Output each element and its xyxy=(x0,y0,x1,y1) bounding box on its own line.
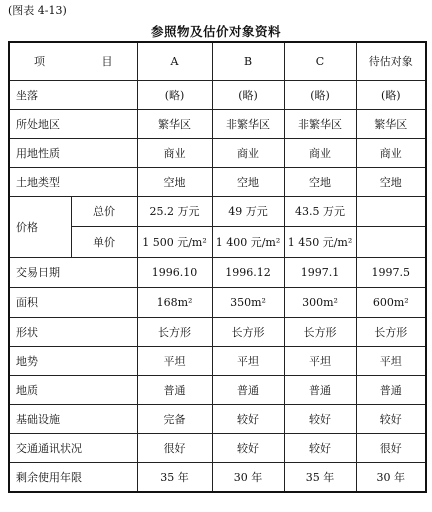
row-label: 土地类型 xyxy=(9,167,137,196)
cell: 繁华区 xyxy=(137,109,212,138)
cell: 长方形 xyxy=(284,317,356,346)
row-label: 交易日期 xyxy=(9,257,137,287)
price-total-label: 总价 xyxy=(71,196,137,226)
cell: 非繁华区 xyxy=(212,109,284,138)
cell: 空地 xyxy=(284,167,356,196)
table-row xyxy=(9,404,426,433)
cell: 30 年 xyxy=(212,462,284,492)
cell: 平坦 xyxy=(284,346,356,375)
cell: 49 万元 xyxy=(212,196,284,226)
cell: 普通 xyxy=(212,375,284,404)
cell: 较好 xyxy=(212,433,284,462)
row-label: 基础设施 xyxy=(9,404,137,433)
cell: 1 450 元/m² xyxy=(284,226,356,257)
table-row xyxy=(9,257,426,287)
cell: 商业 xyxy=(212,138,284,167)
cell: 商业 xyxy=(356,138,426,167)
header-row xyxy=(9,42,426,80)
cell: 较好 xyxy=(212,404,284,433)
cell: 平坦 xyxy=(137,346,212,375)
cell: 300m² xyxy=(284,287,356,317)
table-row xyxy=(9,462,426,492)
cell xyxy=(356,196,426,226)
price-label: 价格 xyxy=(9,196,71,257)
cell: 长方形 xyxy=(212,317,284,346)
price-total-row xyxy=(9,196,426,226)
cell: 长方形 xyxy=(356,317,426,346)
header-item-cell xyxy=(9,42,137,80)
cell: 1997.1 xyxy=(284,257,356,287)
table-row xyxy=(9,80,426,109)
header-item-left: 项 xyxy=(34,55,45,69)
cell: 商业 xyxy=(137,138,212,167)
cell: 完备 xyxy=(137,404,212,433)
table-row xyxy=(9,109,426,138)
cell: 非繁华区 xyxy=(284,109,356,138)
cell: 空地 xyxy=(212,167,284,196)
cell: 空地 xyxy=(137,167,212,196)
cell: 1997.5 xyxy=(356,257,426,287)
table-row xyxy=(9,287,426,317)
cell: 600m² xyxy=(356,287,426,317)
row-label: 剩余使用年限 xyxy=(9,462,137,492)
cell: 35 年 xyxy=(137,462,212,492)
cell: 平坦 xyxy=(212,346,284,375)
table-row xyxy=(9,433,426,462)
row-label: 面积 xyxy=(9,287,137,317)
row-label: 地势 xyxy=(9,346,137,375)
table-row xyxy=(9,167,426,196)
header-col-c: C xyxy=(284,42,356,80)
row-label: 交通通讯状况 xyxy=(9,433,137,462)
cell: (略) xyxy=(284,80,356,109)
table-row xyxy=(9,346,426,375)
reference-table xyxy=(8,41,427,493)
header-item-right: 目 xyxy=(101,55,113,69)
row-label: 形状 xyxy=(9,317,137,346)
cell: 1 500 元/m² xyxy=(137,226,212,257)
cell: 30 年 xyxy=(356,462,426,492)
cell: 1996.12 xyxy=(212,257,284,287)
cell: (略) xyxy=(212,80,284,109)
cell: 较好 xyxy=(356,404,426,433)
figure-label: (图表 4-13) xyxy=(8,4,67,17)
cell xyxy=(356,226,426,257)
cell: 很好 xyxy=(356,433,426,462)
cell: 长方形 xyxy=(137,317,212,346)
price-unit-label: 单价 xyxy=(71,226,137,257)
cell: 35 年 xyxy=(284,462,356,492)
header-col-subject: 待估对象 xyxy=(356,42,426,80)
cell: 43.5 万元 xyxy=(284,196,356,226)
header-col-a: A xyxy=(137,42,212,80)
row-label: 坐落 xyxy=(9,80,137,109)
cell: 很好 xyxy=(137,433,212,462)
cell: 较好 xyxy=(284,433,356,462)
cell: 空地 xyxy=(356,167,426,196)
row-label: 地质 xyxy=(9,375,137,404)
price-unit-row xyxy=(9,226,426,257)
table-row xyxy=(9,138,426,167)
table-row xyxy=(9,317,426,346)
table-row xyxy=(9,375,426,404)
cell: 168m² xyxy=(137,287,212,317)
cell: 繁华区 xyxy=(356,109,426,138)
cell: 平坦 xyxy=(356,346,426,375)
cell: 普通 xyxy=(356,375,426,404)
cell: 较好 xyxy=(284,404,356,433)
cell: 普通 xyxy=(137,375,212,404)
cell: 1996.10 xyxy=(137,257,212,287)
table-title: 参照物及估价对象资料 xyxy=(150,24,281,39)
cell: 25.2 万元 xyxy=(137,196,212,226)
cell: (略) xyxy=(356,80,426,109)
cell: 商业 xyxy=(284,138,356,167)
cell: 1 400 元/m² xyxy=(212,226,284,257)
row-label: 所处地区 xyxy=(9,109,137,138)
row-label: 用地性质 xyxy=(9,138,137,167)
cell: (略) xyxy=(137,80,212,109)
cell: 普通 xyxy=(284,375,356,404)
header-col-b: B xyxy=(212,42,284,80)
cell: 350m² xyxy=(212,287,284,317)
